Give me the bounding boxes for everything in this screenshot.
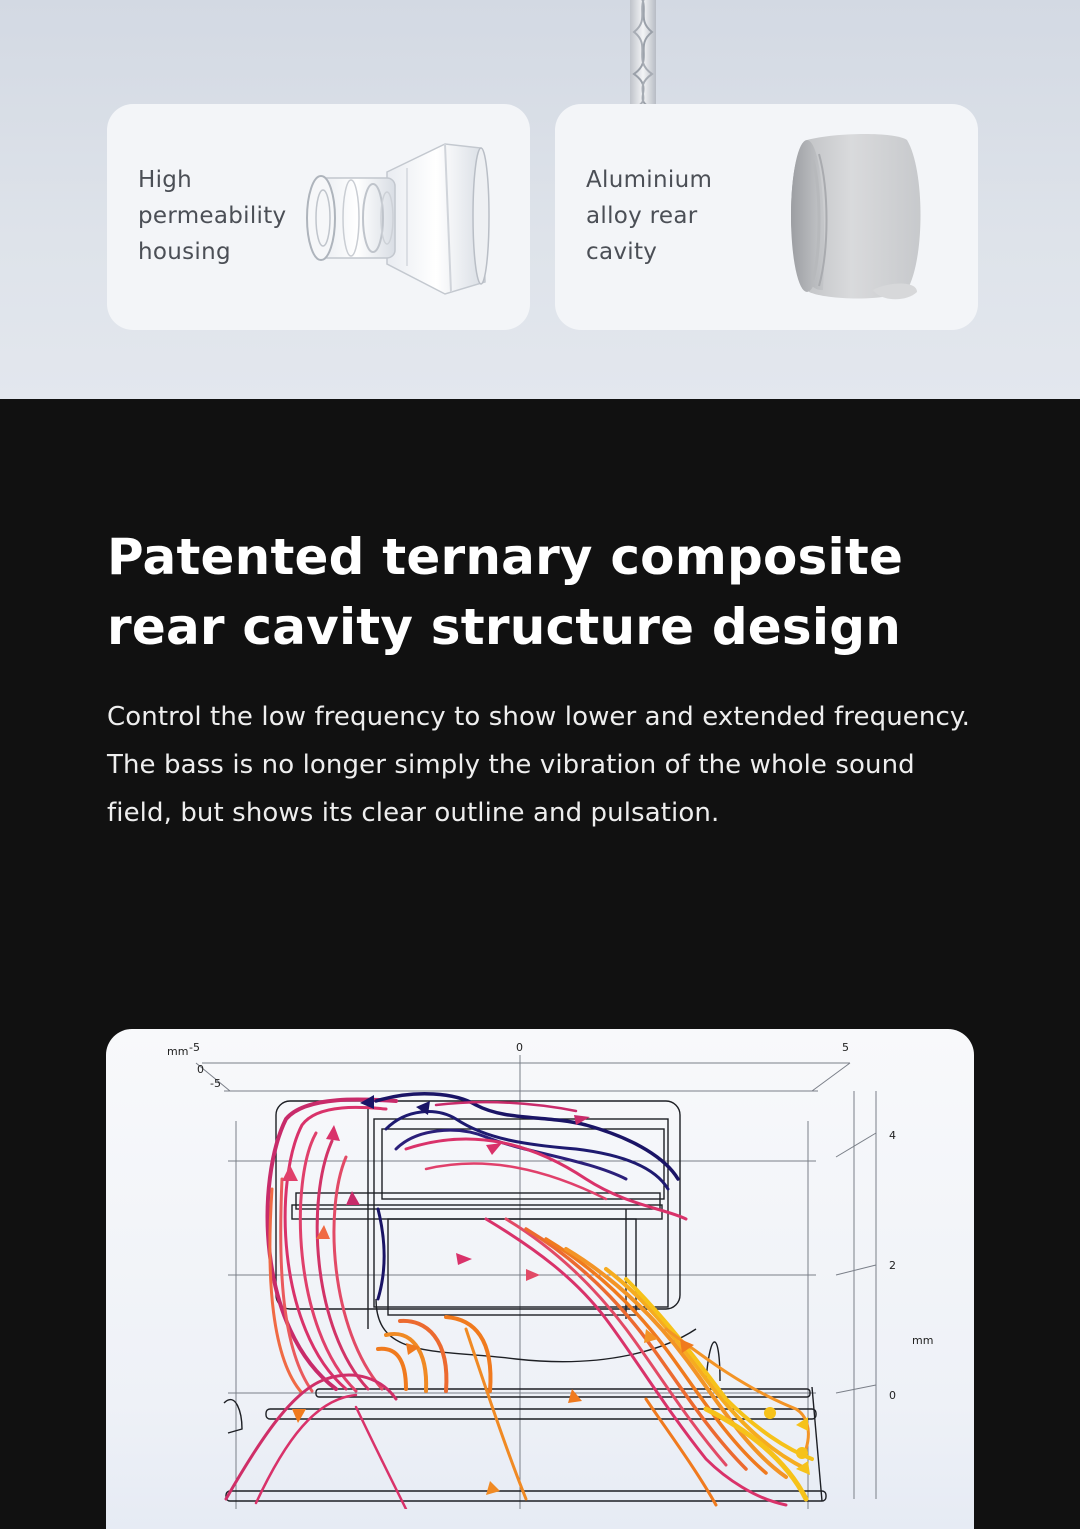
top-axis-tick: -5 [189,1041,200,1054]
right-axis-tick: 2 [889,1259,896,1272]
feature-card-housing-line: permeability [138,203,287,229]
cable-image [626,0,660,106]
top-axis-tick: 0 [516,1041,523,1054]
right-axis-tick: 0 [889,1389,896,1402]
feature-card-rear-cavity-line: cavity [586,239,658,265]
description-line-2: The bass is no longer simply the vibration of the whole sound [107,750,915,780]
depth-axis-tick: 0 [197,1063,204,1076]
top-axis-tick: 5 [842,1041,849,1054]
airflow-simulation-graphic [106,1029,974,1509]
section-description [107,693,1007,837]
product-parts-section [0,0,1080,399]
airflow-simulation-panel [106,1029,974,1529]
right-axis-unit: mm [912,1334,934,1347]
airflow-streamlines [226,1094,812,1509]
description-line-1: Control the low frequency to show lower and extended frequency. [107,702,970,732]
feature-card-housing-line: housing [138,239,231,265]
aluminium-rear-cavity-image [777,130,937,306]
feature-card-rear-cavity-line: alloy rear [586,203,698,229]
feature-card-housing [107,104,530,330]
headline-line-1: Patented ternary composite [107,528,904,586]
feature-card-rear-cavity [555,104,978,330]
depth-axis-tick: -5 [210,1077,221,1090]
feature-card-housing-line: High [138,167,193,193]
section-headline [107,522,903,662]
feature-card-housing-label [138,162,298,270]
right-axis-tick: 4 [889,1129,896,1142]
headline-line-2: rear cavity structure design [107,598,902,656]
feature-card-rear-cavity-line: Aluminium [586,167,713,193]
description-line-3: field, but shows its clear outline and pulsation. [107,798,720,828]
top-axis-unit: mm [167,1045,189,1058]
feature-card-rear-cavity-label [586,162,746,270]
transparent-housing-image [295,138,495,298]
